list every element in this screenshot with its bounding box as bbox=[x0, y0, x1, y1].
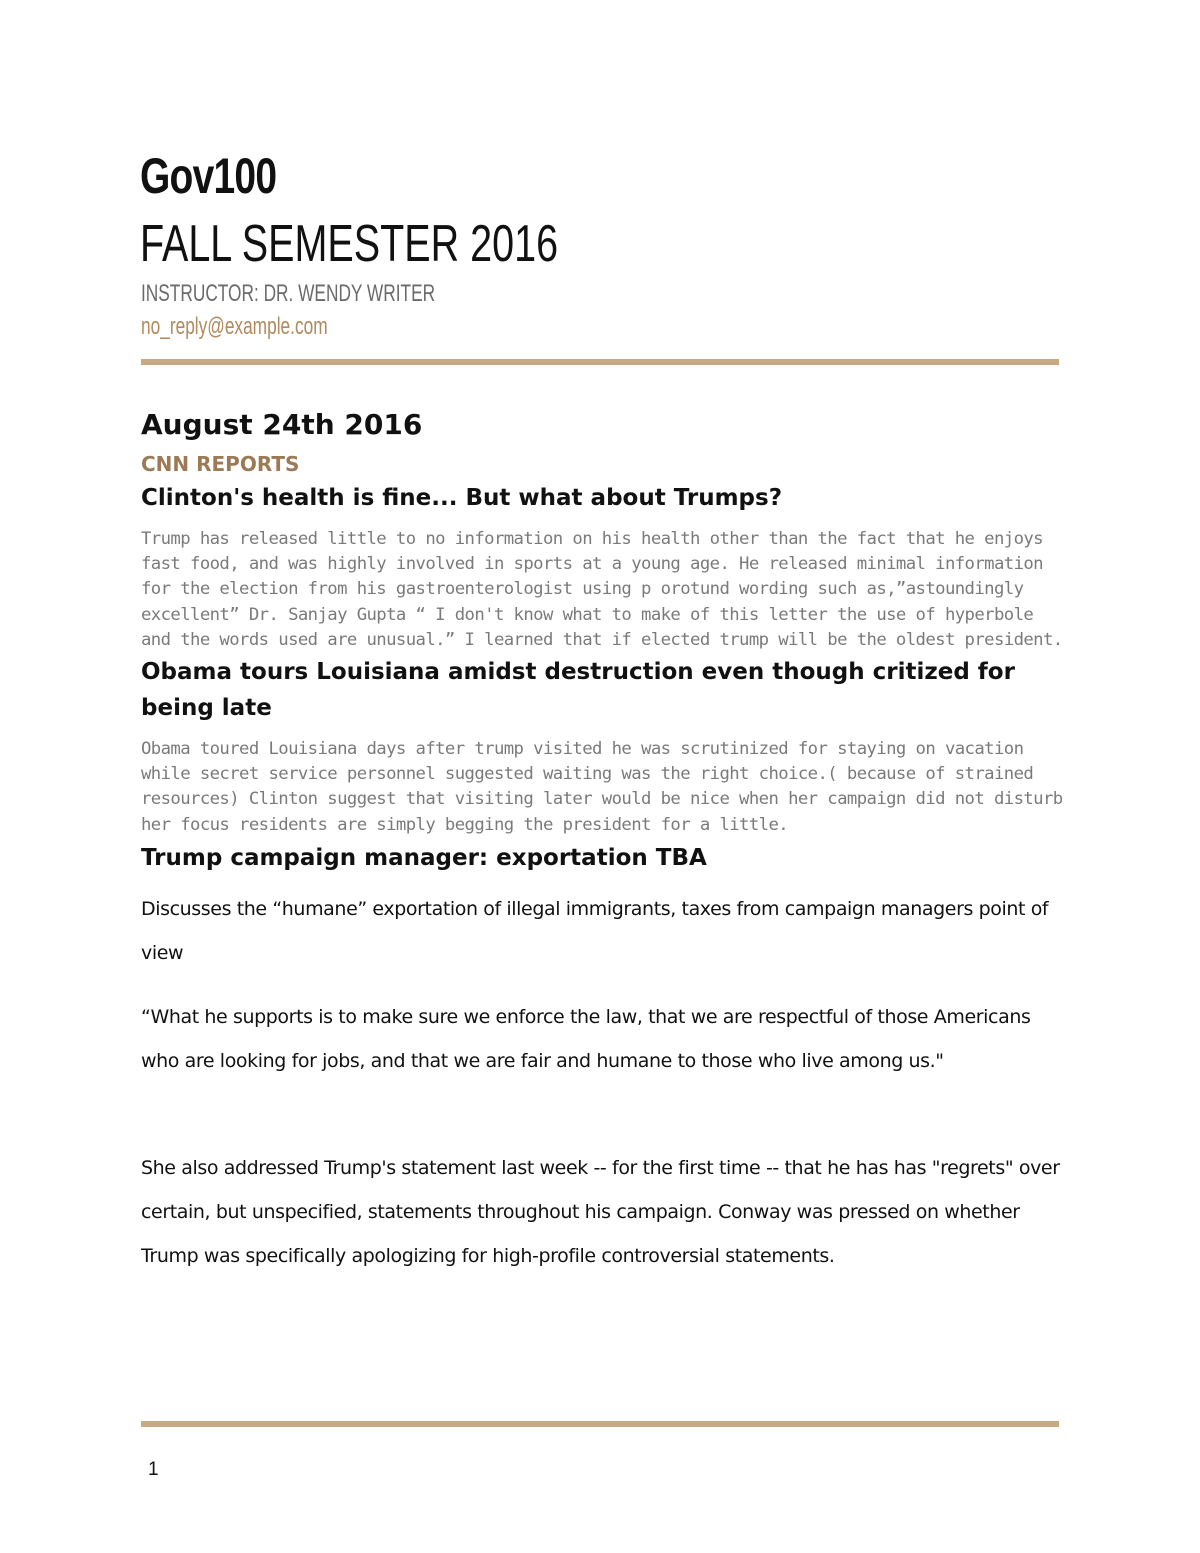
page-number: 1 bbox=[148, 1459, 159, 1480]
instructor-email: no_reply@example.com bbox=[141, 313, 328, 340]
article-paragraph: She also addressed Trump's statement last week -- for the first time -- that he has has "regrets" over certain, but unspecified, statements throughout his campaign. Conway was pressed on whether Trump was specifically apologizing for high-profile controversial statements. bbox=[141, 1157, 1060, 1267]
article-summary-obama-louisiana: Obama toured Louisiana days after trump visited he was scrutinized for staying on vacation while secret service personnel suggested waiting was the right choice.( because of strained resources) Clinton suggest that visiting later would be nice when her campaign did not disturb her focus residents are simply begging the president for a little. bbox=[141, 739, 1063, 835]
article-title-obama-louisiana: Obama tours Louisiana amidst destruction even though critized for being late bbox=[141, 659, 1015, 721]
instructor-name: INSTRUCTOR: DR. WENDY WRITER bbox=[141, 280, 436, 307]
article-title-clinton-health: Clinton's health is fine... But what about Trumps? bbox=[141, 485, 783, 511]
article-paragraph-quote: “What he supports is to make sure we enforce the law, that we are respectful of those Americans who are looking for jobs, and that we are fair and humane to those who live among us." bbox=[141, 1006, 1031, 1072]
footer-divider bbox=[141, 1421, 1059, 1427]
article-title-trump-campaign: Trump campaign manager: exportation TBA bbox=[141, 845, 707, 871]
course-title: Gov100 bbox=[140, 148, 277, 204]
source-label: CNN REPORTS bbox=[141, 452, 300, 476]
semester-title: FALL SEMESTER 2016 bbox=[140, 215, 559, 273]
date-heading: August 24th 2016 bbox=[141, 408, 423, 441]
article-paragraph: Discusses the “humane” exportation of illegal immigrants, taxes from campaign managers point of view bbox=[141, 898, 1049, 964]
article-summary-clinton-health: Trump has released little to no information on his health other than the fact that he enjoys fast food, and was highly involved in sports at a young age. He released minimal information for the election from his gastroenterologist using p orotund wording such as,”astoundingly excellent” Dr. Sanjay Gupta “ I don't know what to make of this letter the use of hyperbole and the words used are unusual.” I learned that if elected trump will be the oldest president. bbox=[141, 529, 1063, 650]
header-divider bbox=[141, 359, 1059, 365]
